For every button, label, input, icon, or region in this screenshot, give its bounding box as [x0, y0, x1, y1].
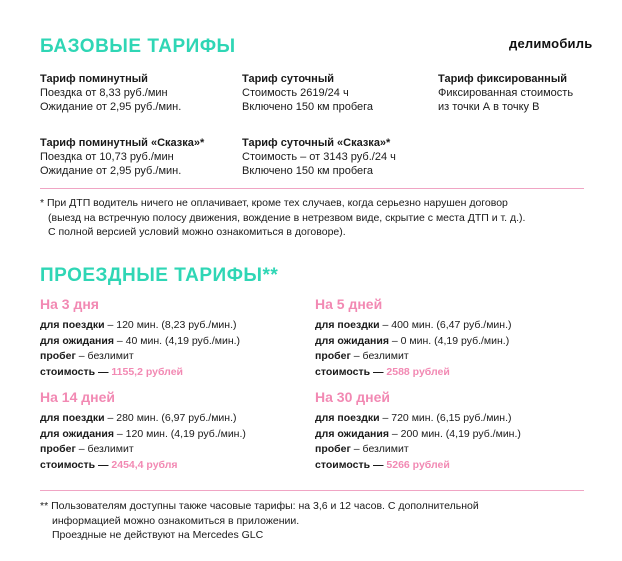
pass-5-days [315, 318, 512, 380]
tariff-per-minute [40, 72, 181, 114]
footnote-line: информацией можно ознакомиться в приложении. [52, 514, 300, 527]
divider [40, 490, 584, 491]
footnote-line: (выезд на встречную полосу движения, вождение в нетрезвом виде, скрытие с места ДТП и т. д.). [48, 211, 526, 224]
cost-label: стоимость — [40, 365, 112, 378]
cost-label: стоимость — [315, 365, 387, 378]
pass-3-days [40, 318, 240, 380]
wait-label: для ожидания [40, 427, 114, 440]
trip-value: – 720 мин. (6,15 руб./мин.) [379, 412, 512, 424]
footnote-line: С полной версией условий можно ознакомиться в договоре). [48, 226, 346, 238]
pass-14-days [40, 411, 246, 473]
tariff-per-minute-skazka [40, 136, 204, 178]
tariff-line: Фиксированная стоимость [438, 87, 574, 99]
mileage-label: пробег [315, 350, 351, 362]
base-footnote [40, 196, 525, 240]
pass-14-days-title: На 14 дней [40, 389, 115, 405]
trip-value: – 120 мин. (8,23 руб./мин.) [104, 319, 237, 331]
tariff-line: из точки А в точку В [438, 101, 540, 113]
tariff-daily [242, 72, 373, 114]
cost-value: 5266 рублей [386, 458, 450, 471]
tariff-line: Ожидание от 2,95 руб./мин. [40, 101, 182, 113]
wait-value: – 0 мин. (4,19 руб./мин.) [388, 334, 510, 347]
tariff-line: Поездка от 8,33 руб./мин [40, 87, 168, 99]
tariff-title: Тариф поминутный [40, 73, 148, 85]
pass-30-days-title: На 30 дней [315, 389, 390, 405]
tariff-line: Стоимость – от 3143 руб./24 ч [242, 151, 396, 163]
tariff-fixed [438, 72, 573, 114]
passes-heading: ПРОЕЗДНЫЕ ТАРИФЫ** [40, 265, 279, 286]
wait-value: – 40 мин. (4,19 руб./мин.) [113, 334, 241, 347]
trip-value: – 400 мин. (6,47 руб./мин.) [379, 319, 512, 331]
trip-label: для поездки [40, 319, 105, 331]
mileage-label: пробег [40, 350, 76, 362]
mileage-value: – безлимит [75, 443, 134, 455]
tariff-line: Поездка от 10,73 руб./мин [40, 151, 174, 163]
wait-label: для ожидания [315, 334, 389, 347]
trip-label: для поездки [40, 412, 105, 424]
cost-value: 2454,4 рубля [111, 458, 178, 471]
footnote-line: Проездные не действуют на Mercedes GLC [52, 529, 264, 541]
mileage-label: пробег [40, 443, 76, 455]
trip-value: – 280 мин. (6,97 руб./мин.) [104, 412, 237, 424]
mileage-value: – безлимит [350, 350, 409, 362]
tariff-line: Стоимость 2619/24 ч [242, 87, 349, 99]
tariff-daily-skazka [242, 136, 396, 178]
tariff-title: Тариф фиксированный [438, 73, 567, 85]
wait-value: – 120 мин. (4,19 руб./мин.) [113, 427, 246, 440]
mileage-value: – безлимит [75, 350, 134, 362]
wait-value: – 200 мин. (4,19 руб./мин.) [388, 427, 521, 440]
mileage-label: пробег [315, 443, 351, 455]
pass-5-days-title: На 5 дней [315, 296, 383, 312]
base-tariffs-heading: БАЗОВЫЕ ТАРИФЫ [40, 36, 236, 57]
tariff-title: Тариф суточный «Сказка»* [242, 137, 391, 149]
tariff-line: Включено 150 км пробега [242, 165, 374, 177]
pass-30-days [315, 411, 521, 473]
tariff-line: Ожидание от 2,95 руб./мин. [40, 165, 182, 177]
footnote-line: * При ДТП водитель ничего не оплачивает, кроме тех случаев, когда серьезно нарушен договор [40, 197, 508, 209]
tariff-title: Тариф поминутный «Сказка»* [40, 137, 205, 149]
tariff-title: Тариф суточный [242, 73, 334, 85]
tariff-line: Включено 150 км пробега [242, 101, 374, 113]
wait-label: для ожидания [40, 334, 114, 347]
trip-label: для поездки [315, 319, 380, 331]
cost-label: стоимость — [40, 458, 112, 471]
divider [40, 188, 584, 189]
mileage-value: – безлимит [350, 443, 409, 455]
pass-3-days-title: На 3 дня [40, 296, 99, 312]
wait-label: для ожидания [315, 427, 389, 440]
cost-value: 1155,2 рублей [111, 365, 184, 378]
footnote-line: ** Пользователям доступны также часовые тарифы: на 3,6 и 12 часов. С дополнительной [40, 500, 479, 512]
trip-label: для поездки [315, 412, 380, 424]
cost-value: 2588 рублей [386, 365, 450, 378]
delimobil-logo: делимобиль [509, 36, 593, 51]
passes-footnote [40, 499, 479, 543]
cost-label: стоимость — [315, 458, 387, 471]
